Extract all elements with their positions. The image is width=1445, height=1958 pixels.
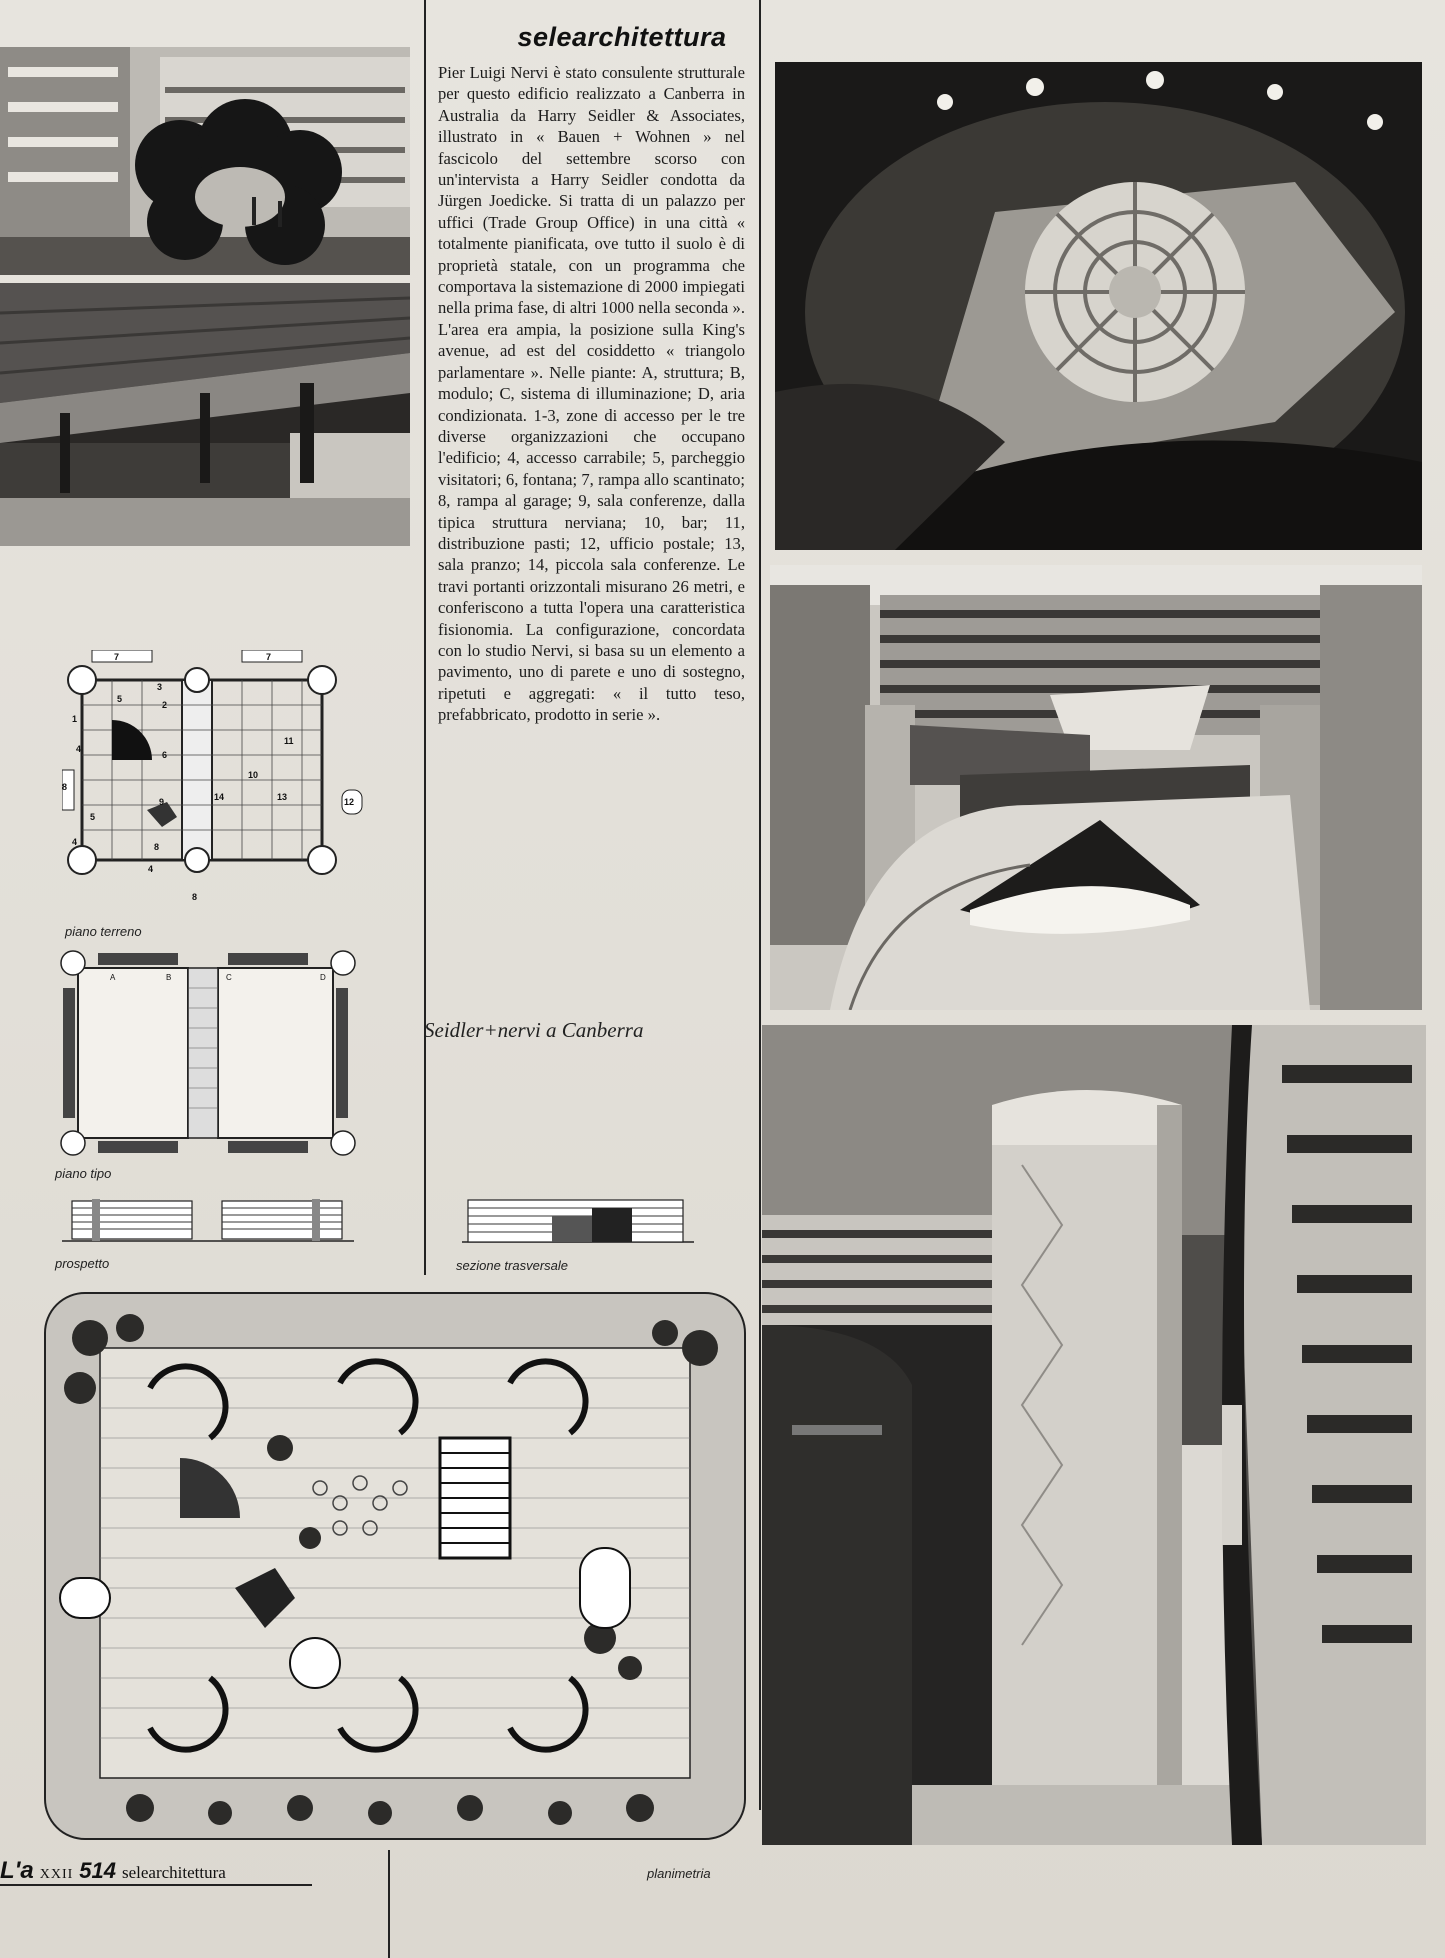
- column-rule-right: [759, 0, 761, 1810]
- plan-label: D: [320, 973, 326, 982]
- plan-label: 4: [76, 744, 82, 754]
- page-footer: [0, 1857, 320, 1885]
- plan-label: 8: [154, 842, 160, 852]
- plan-label: 7: [266, 652, 272, 662]
- magazine-logo: L'a: [0, 1857, 34, 1884]
- plan-label: 10: [248, 770, 259, 780]
- footer-underline: [0, 1884, 312, 1886]
- plan-label: 11: [284, 736, 294, 746]
- article-body: Pier Luigi Nervi è stato consulente strutturale per questo edificio realizzato a Canberra in Australia da Harry Seidler & Associates, illustrato in « Bauen + Wohnen » nel fascicolo del settembre scorso con un'intervista a Harry Seidler condotta da Jürgen Joedicke. Si tratta di un palazzo per uffici (Trade Group Office) in una città « totalmente pianificata, ove tutto il suolo è di proprietà statale, con un programma che comportava la sistemazione di 2000 impiegati nella prima fase, di altri 1000 nella seconda ». L'area era ampia, la posizione sulla King's avenue, ad est del cosiddetto « triangolo parlamentare ». Nelle piante: A, struttura; B, modulo; C, sistema di illuminazione; D, aria condizionata. 1-3, zone di accesso per le tre diverse organizzazioni che occupano l'edificio; 4, accesso carrabile; 5, parcheggio visitatori; 6, fontana; 7, rampa allo scantinato; 8, rampa al garage; 9, sala conferenze, dalla tipica struttura nerviana; 10, bar; 11, distribuzione pasti; 12, ufficio postale; 13, sala pranzo; 14, piccola sala conferenze. Le travi portanti orizzontali misurano 26 metri, e conferiscono a tutta l'opera una caratteristica fisionomia. La configurazione, concordata con lo studio Nervi, si basa su un elemento a pavimento, uno di parete e uno di sostegno, ripetuti e aggregati: « il tutto teso, prefabbricato, prodotto in serie ».: [438, 63, 745, 725]
- caption-ground-floor: piano terreno: [65, 924, 142, 939]
- plan-label: 12: [344, 797, 355, 807]
- article-title: Seidler+nervi a Canberra: [424, 1018, 644, 1042]
- drawing-site-plan: [40, 1288, 750, 1844]
- plan-label: 4: [148, 864, 154, 874]
- plan-label: 1: [72, 714, 78, 724]
- footer-rule: [388, 1850, 390, 1958]
- plan-label: 5: [117, 694, 123, 704]
- drawing-cross-section: [462, 1192, 694, 1248]
- plan-label: A: [110, 973, 116, 982]
- photo-courtyard-fountain: [770, 565, 1422, 1010]
- plan-label: 14: [214, 792, 225, 802]
- plan-label: B: [166, 973, 172, 982]
- plan-label: 2: [162, 700, 168, 710]
- photo-sculpture-courtyard: [0, 47, 410, 275]
- plan-label: 9: [159, 797, 165, 807]
- volume-number: XXII: [39, 1867, 74, 1882]
- photo-tower-column: [762, 1025, 1426, 1845]
- caption-elevation: prospetto: [55, 1256, 110, 1271]
- section-title: selearchitettura: [517, 22, 727, 52]
- plan-label: 8: [62, 782, 68, 792]
- plan-typical-floor: [58, 948, 363, 1163]
- plan-label: 6: [162, 750, 168, 760]
- plan-label: 4: [72, 837, 78, 847]
- caption-cross-section: sezione trasversale: [456, 1258, 568, 1273]
- publication-name: selearchitettura: [121, 1863, 226, 1882]
- page-number: 514: [79, 1858, 116, 1883]
- plan-label: 13: [277, 792, 288, 802]
- photo-building-underside: [0, 283, 410, 546]
- column-rule-left: [424, 0, 426, 1275]
- caption-typical-floor: piano tipo: [55, 1166, 112, 1181]
- plan-label: 5: [90, 812, 96, 822]
- drawing-elevation: [62, 1195, 354, 1245]
- photo-nervi-ceiling: [775, 62, 1422, 550]
- plan-ground-floor: [62, 650, 372, 912]
- plan-label: 3: [157, 682, 163, 692]
- caption-site-plan: planimetria: [647, 1866, 711, 1881]
- plan-label: 8: [192, 892, 198, 902]
- plan-label: 7: [114, 652, 120, 662]
- plan-label: C: [226, 973, 232, 982]
